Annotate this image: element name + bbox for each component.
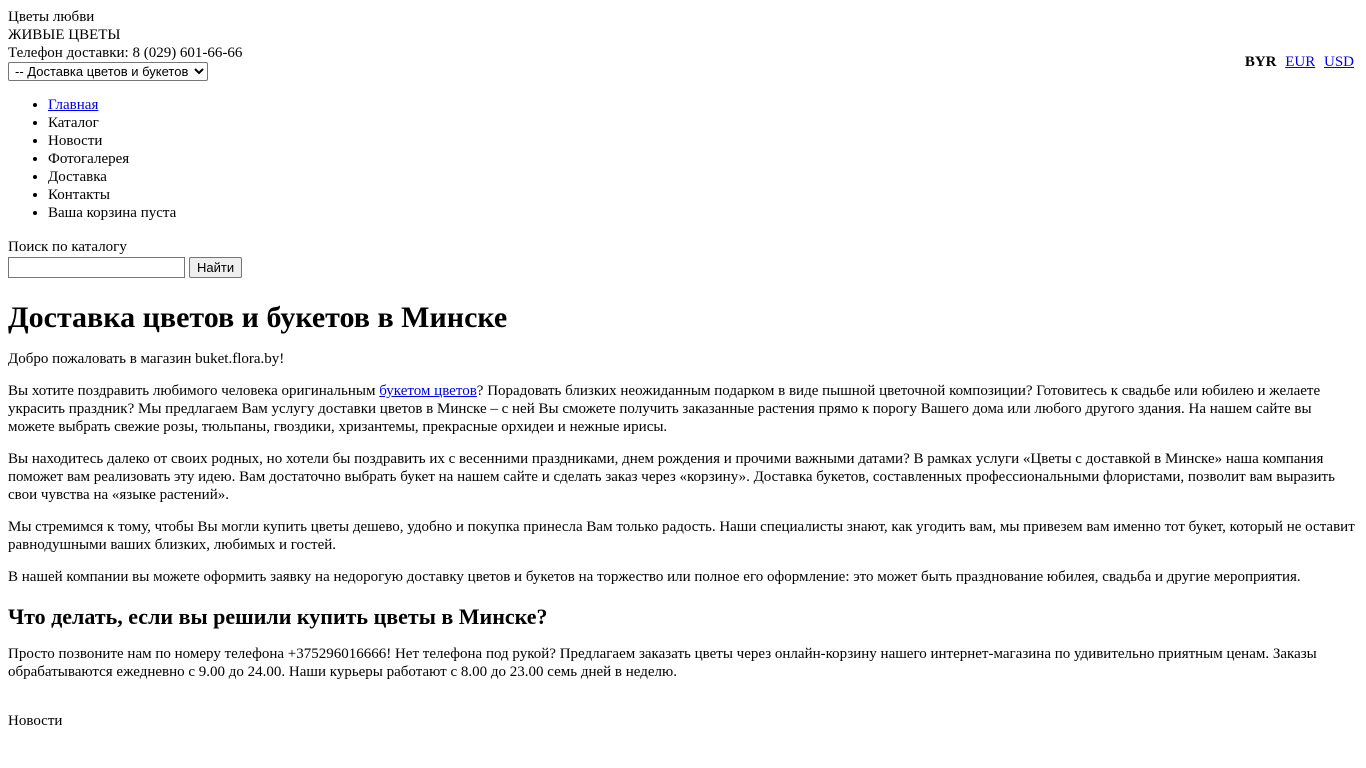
catalog-search (8, 238, 1358, 278)
section-subtitle: Что делать, если вы решили купить цветы в Минске? (8, 604, 548, 629)
search-button[interactable]: Найти (189, 257, 242, 278)
menu-item-delivery[interactable]: • Доставка (48, 168, 1358, 186)
welcome-text: Добро пожаловать в магазин buket.flora.by! (8, 351, 285, 367)
menu-item-news[interactable]: • Новости (48, 132, 1358, 150)
paragraph-relatives: Вы находитесь далеко от своих родных, но хотели бы поздравить их с весенними праздниками, днем рождения и прочими важными датами? В рамках услуги «Цветы с доставкой в Минске» наша компания поможет вам реализовать эту идею. Вам достаточно выбрать букет на нашем сайте и сделать заказ через «корзину». Доставка букетов, составленных профессиональными флористами, позволит вам выразить свои чувства на «языке растений». (8, 451, 1335, 503)
site-name: Цветы любви (8, 9, 95, 25)
paragraph-contact: Просто позвоните нам по номеру телефона +375296016666! Нет телефона под рукой? Предлагаем заказать цветы через онлайн-корзину нашего интернет-магазина по удивительно приятным ценам. Заказы обрабатываются ежедневно с 9.00 до 24.00. Наши курьеры работают с 8.00 до 23.00 семь дней в неделю. (8, 646, 1317, 680)
currency-usd-link[interactable]: USD (1323, 54, 1354, 70)
main-menu (8, 96, 1358, 222)
page-title: Доставка цветов и букетов в Минске (8, 301, 508, 334)
news-block-title: Новости (8, 713, 63, 729)
intro-text-before: Вы хотите поздравить любимого человека оригинальным (8, 383, 380, 399)
search-input[interactable] (8, 257, 185, 278)
menu-link-home[interactable]: Главная (48, 97, 99, 113)
paragraph-cheap: Мы стремимся к тому, чтобы Вы могли купить цветы дешево, удобно и покупка принесла Вам только радость. Наши специалисты знают, как угодить вам, мы привезем вам именно тот букет, который не оставит равнодушными ваших близких, любимых и гостей. (8, 519, 1355, 553)
menu-item-catalog[interactable]: • Каталог (48, 114, 1358, 132)
bouquet-link[interactable]: букетом цветов (379, 383, 477, 399)
delivery-phone: Телефон доставки: 8 (029) 601-66-66 (8, 45, 243, 61)
intro-text-after: ? Порадовать близких неожиданным подарком в виде пышной цветочной композиции? Готовитесь к свадьбе или юбилею и желаете украсить праздник? Мы предлагаем Вам услугу доставки цветов в Минске – с ней Вы сможете получить заказанные растения прямо к порогу Вашего дома или любого другого здания. На нашем сайте вы можете выбрать свежие розы, тюльпаны, гвоздики, хризантемы, прекрасные орхидеи и нежные ирисы. (8, 383, 1321, 435)
category-select[interactable] (8, 62, 208, 81)
menu-item-contacts[interactable]: • Контакты (48, 186, 1358, 204)
paragraph-events: В нашей компании вы можете оформить заявку на недорогую доставку цветов и букетов на торжество или полное его оформление: это может быть празднование юбилея, свадьба и другие мероприятия. (8, 569, 1301, 585)
site-tagline: ЖИВЫЕ ЦВЕТЫ (8, 27, 121, 43)
menu-item-cart[interactable]: • Ваша корзина пуста (48, 204, 1358, 222)
menu-item-home (48, 96, 1358, 114)
intro-paragraph (8, 382, 1358, 436)
search-label: Поиск по каталогу (8, 239, 127, 255)
currency-eur-link[interactable]: EUR (1285, 54, 1316, 70)
currency-active: BYR (1244, 54, 1277, 70)
menu-item-gallery[interactable]: • Фотогалерея (48, 150, 1358, 168)
currency-switcher (1245, 53, 1354, 71)
